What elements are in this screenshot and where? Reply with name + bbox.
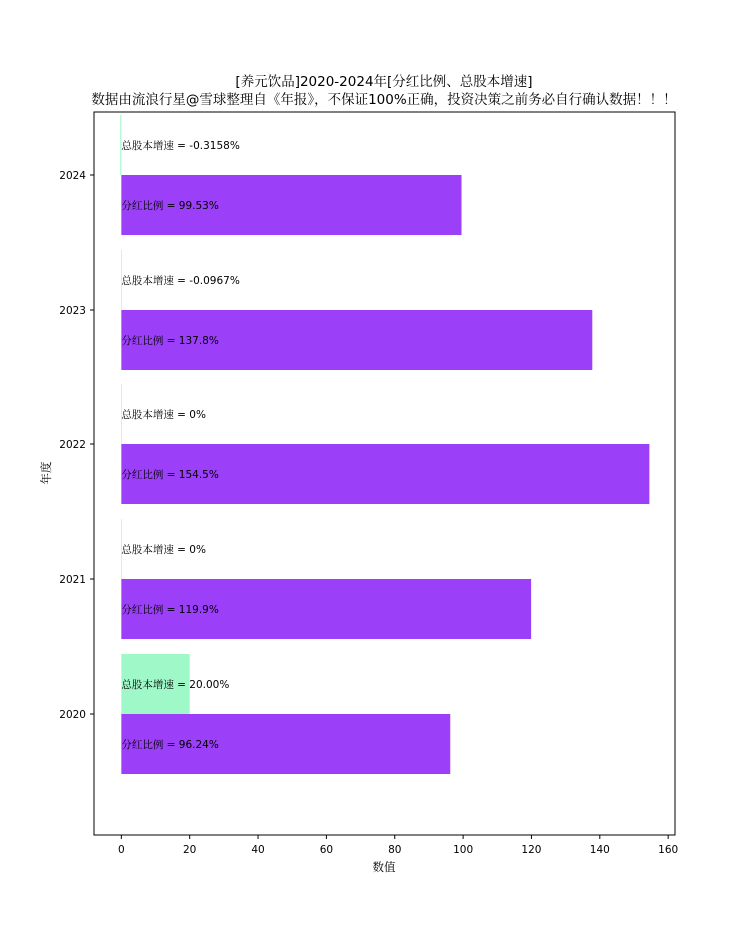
y-axis-label: 年度 <box>39 461 53 485</box>
bar-label-share-growth-2024: 总股本增速 = -0.3158% <box>121 140 240 152</box>
bar-label-dividend-2021: 分红比例 = 119.9% <box>121 604 219 616</box>
y-tick-label: 2024 <box>59 170 86 182</box>
x-tick-label: 80 <box>388 844 402 856</box>
y-tick-label: 2021 <box>59 574 86 586</box>
x-tick-label: 140 <box>589 844 610 856</box>
y-tick-label: 2020 <box>59 709 86 721</box>
x-tick-label: 160 <box>658 844 679 856</box>
y-axis <box>59 170 94 721</box>
x-tick-label: 120 <box>521 844 542 856</box>
bar-label-dividend-2024: 分红比例 = 99.53% <box>121 200 219 212</box>
x-axis-label: 数值 <box>372 860 396 874</box>
bar-label-dividend-2020: 分红比例 = 96.24% <box>121 739 219 751</box>
x-tick-label: 0 <box>117 844 125 856</box>
x-tick-label: 20 <box>183 844 197 856</box>
y-tick-label: 2023 <box>59 305 86 317</box>
bar-label-share-growth-2021: 总股本增速 = 0% <box>121 544 206 556</box>
bar-label-dividend-2022: 分红比例 = 154.5% <box>121 469 219 481</box>
chart-title: [养元饮品]2020-2024年[分红比例、总股本增速] <box>235 74 533 90</box>
x-axis <box>118 835 678 856</box>
bar-label-share-growth-2020: 总股本增速 = 20.00% <box>121 679 230 691</box>
x-tick-label: 60 <box>319 844 334 856</box>
bar-label-share-growth-2023: 总股本增速 = -0.0967% <box>121 275 240 287</box>
chart-subtitle: 数据由流浪行星@雪球整理自《年报》，不保证100%正确，投资决策之前务必自行确认数据！！！ <box>91 92 677 108</box>
x-tick-label: 100 <box>453 844 474 856</box>
x-tick-label: 40 <box>251 844 265 856</box>
bar-label-dividend-2023: 分红比例 = 137.8% <box>121 335 219 347</box>
bars-group <box>120 115 649 774</box>
bar-label-share-growth-2022: 总股本增速 = 0% <box>121 409 206 421</box>
y-tick-label: 2022 <box>59 439 86 451</box>
